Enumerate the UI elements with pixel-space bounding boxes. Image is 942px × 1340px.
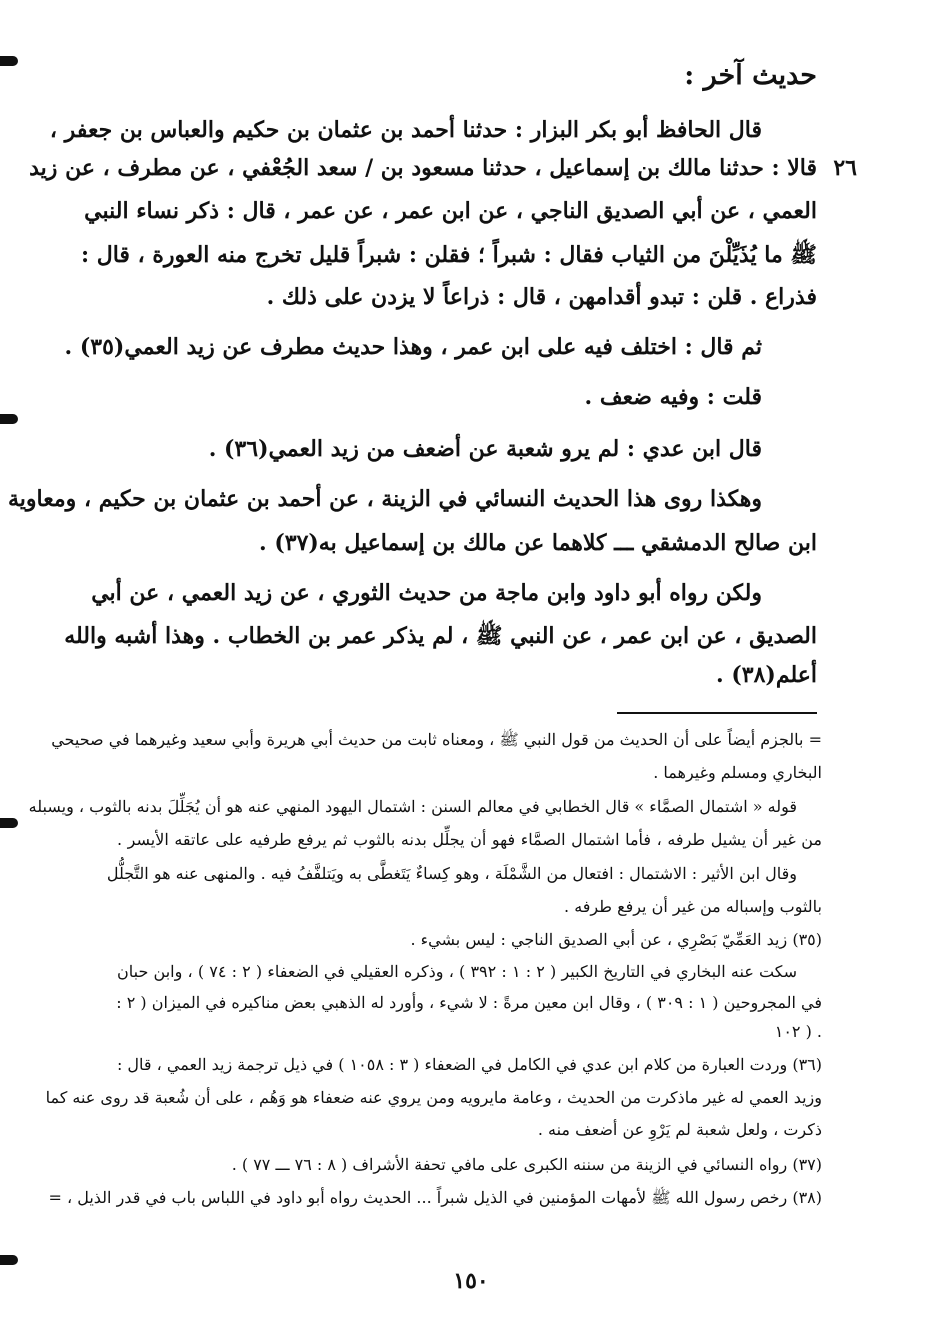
footnote-line: (٣٨) رخص رسول الله ﷺ لأمهات المؤمنين في الذيل شبراً ... الحديث رواه أبو داود في اللباس باب في قدر الذيل ، =: [48, 1188, 822, 1207]
main-text-line: فذراع . قلن : تبدو أقدامهن ، قال : ذراعاً لا يزدن على ذلك .: [266, 284, 817, 310]
footnote-line: (٣٧) رواه النسائي في الزينة من سننه الكبرى على مافي تحفة الأشراف ( ٨ : ٧٦ ـــ ٧٧ ) .: [231, 1155, 822, 1174]
footnote-separator: [617, 712, 817, 714]
scan-mark: [0, 1255, 18, 1265]
footnote-line: البخاري ومسلم وغيرهما .: [653, 763, 822, 782]
footnote-line: سكت عنه البخاري في التاريخ الكبير ( ٢ : ١ : ٣٩٢ ) ، وذكره العقيلي في الضعفاء ( ٢ : ٧٤ ) ، وابن حبان: [117, 962, 797, 981]
footnote-line: وقال ابن الأثير : الاشتمال : افتعال من الشَّمْلَة ، وهو كِساءٌ يَتَغطَّى به ويَتلفَّفُ فيه . والمنهى عنه هو التَّجلُّل: [106, 864, 797, 883]
main-text-line: ﷺ ما يُذَيِّلْنَ من الثياب فقال : شبراً ؛ فقلن : شبراً قليل تخرج منه العورة ، قال :: [80, 242, 817, 268]
page-number: ١٥٠: [453, 1268, 489, 1294]
scan-mark: [0, 414, 18, 424]
section-heading: حديث آخر :: [684, 60, 817, 91]
main-text-line: قال ابن عدي : لم يرو شعبة عن أضعف من زيد العمي(٣٦) .: [208, 436, 762, 462]
footnote-line: بالثوب وإسباله من غير أن يرفع طرفه .: [564, 897, 822, 916]
main-text-line: الصديق ، عن ابن عمر ، عن النبي ﷺ ، لم يذكر عمر بن الخطاب . وهذا أشبه والله: [64, 623, 817, 649]
footnote-line: قوله « اشتمال الصمَّاء » قال الخطابي في معالم السنن : اشتمال اليهود المنهي عنه هو أن يُجَلِّلَ بدنه بالثوب ، ويسبله: [28, 797, 797, 816]
main-text-line: ولكن رواه أبو داود وابن ماجة من حديث الثوري ، عن زيد العمي ، عن أبي: [91, 580, 762, 606]
footnote-line: ذكرت ، ولعل شعبة لم يَرْوِ عن أضعف منه .: [537, 1120, 822, 1139]
main-text-line: العمي ، عن أبي الصديق الناجي ، عن ابن عمر ، عن عمر ، قال : ذكر نساء النبي: [84, 198, 817, 224]
main-text-line: قلت : وفيه ضعف .: [584, 384, 762, 410]
footnote-line: في المجروحين ( ١ : ٣٠٩ ) ، وقال ابن معين مرةً : لا شيء ، وأورد له الذهبي بعض مناكيره في الميزان ( ٢ :: [116, 993, 822, 1012]
margin-number: ٢٦: [833, 155, 857, 181]
main-text-line: ثم قال : اختلف فيه على ابن عمر ، وهذا حديث مطرف عن زيد العمي(٣٥) .: [64, 334, 762, 360]
footnote-line: (٣٦) وردت العبارة من كلام ابن عدي في الكامل في الضعفاء ( ٣ : ١٠٥٨ ) في ذيل ترجمة زيد العمي ، قال :: [116, 1055, 822, 1074]
main-text-line: قال الحافظ أبو بكر البزار : حدثنا أحمد بن عثمان بن حكيم والعباس بن جعفر ،: [49, 117, 762, 143]
footnote-line: (٣٥) زيد العَمِّيّ بَصْرِي ، عن أبي الصديق الناجي : ليس بشيء .: [410, 930, 822, 949]
scan-mark: [0, 818, 18, 828]
footnote-line: ١٠٢ ) .: [774, 1022, 822, 1041]
main-text-line: ابن صالح الدمشقي ـــ كلاهما عن مالك بن إسماعيل به(٣٧) .: [259, 530, 817, 556]
footnote-line: وزيد العمي له غير ماذكرت من الحديث ، وعامة مايرويه ومن يروي عنه ضعفاء هو وَهُم ، على أن شُعبة قد روى عنه كما: [45, 1088, 822, 1107]
footnote-line: = بالجزم أيضاً على أن الحديث من قول النبي ﷺ ، ومعناه ثابت من حديث أبي هريرة وأبي سعيد وغيرهما في صحيحي: [51, 730, 822, 749]
main-text-line: قالا : حدثنا مالك بن إسماعيل ، حدثنا مسعود بن / سعد الجُعْفي ، عن مطرف ، عن زيد: [29, 155, 817, 181]
footnote-line: من غير أن يشيل طرفه ، فأما اشتمال الصمَّاء فهو أن يجلِّل بدنه بالثوب ثم يرفع طرفيه على عاتقه الأيسر .: [117, 830, 822, 849]
scan-mark: [0, 56, 18, 66]
main-text-line: أعلم(٣٨) .: [716, 662, 817, 688]
main-text-line: وهكذا روى هذا الحديث النسائي في الزينة ، عن أحمد بن عثمان بن حكيم ، ومعاوية: [8, 486, 762, 512]
